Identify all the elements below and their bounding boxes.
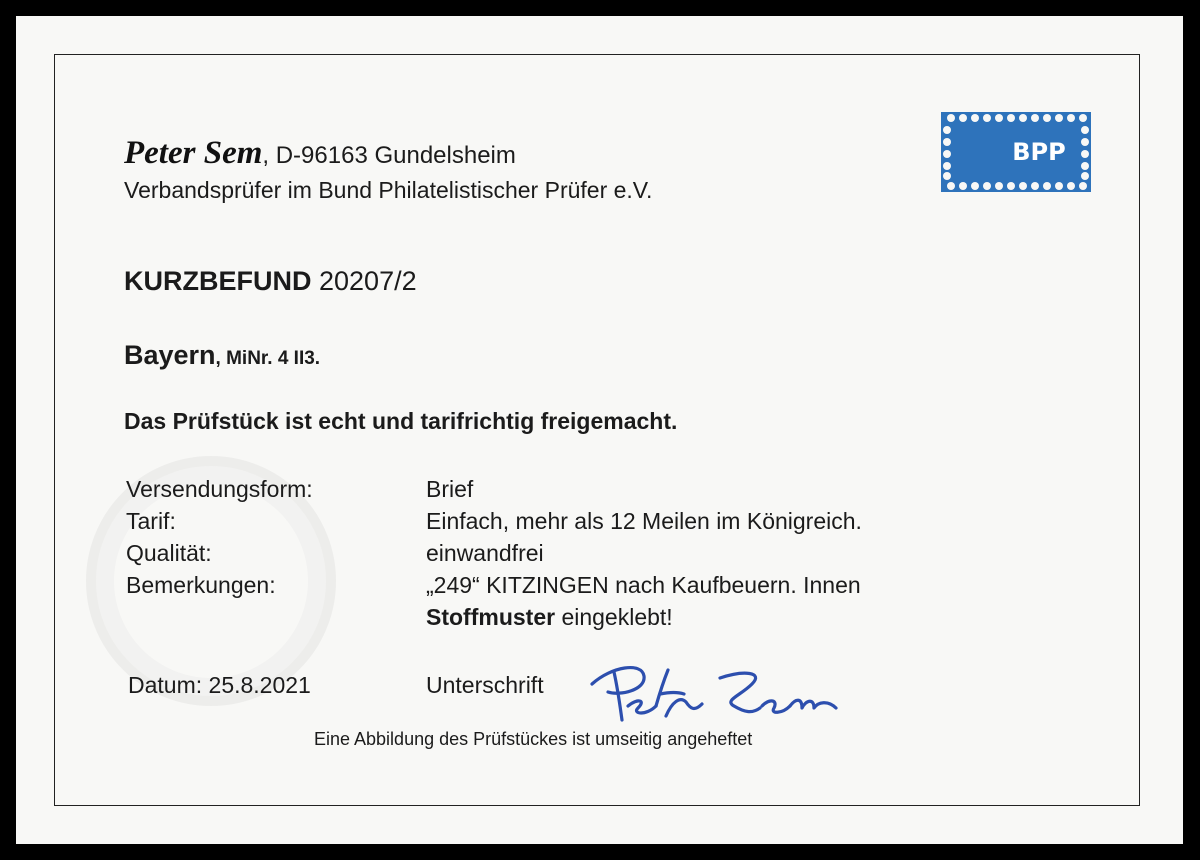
detail-label-quality: Qualität: (126, 540, 212, 566)
report-title-line (124, 268, 417, 295)
date-line: Datum: 25.8.2021 (128, 672, 311, 698)
stamp-catalog: , MiNr. 4 II3. (215, 348, 321, 369)
report-title: KURZBEFUND (124, 266, 312, 296)
handwritten-signature (584, 656, 854, 726)
examiner-name: Peter Sem (124, 135, 263, 171)
attachment-note: Eine Abbildung des Prüfstückes ist umseitig angeheftet (314, 729, 753, 749)
examiner-line (124, 137, 516, 170)
examiner-subtitle: Verbandsprüfer im Bund Philatelistischer Prüfer e.V. (124, 177, 653, 203)
detail-value-shipping: Brief (426, 476, 474, 502)
detail-value-tariff: Einfach, mehr als 12 Meilen im Königreich. (426, 508, 862, 534)
detail-value-quality: einwandfrei (426, 540, 544, 566)
report-number: 20207/2 (319, 266, 417, 296)
bpp-logo-text: BPP (1012, 138, 1066, 166)
certificate-paper (16, 16, 1183, 844)
bpp-logo-icon (941, 112, 1091, 192)
detail-label-shipping: Versendungsform: (126, 476, 313, 502)
remark-rest: eingeklebt! (555, 604, 673, 630)
remark-bold: Stoffmuster (426, 604, 556, 630)
detail-label-remarks: Bemerkungen: (126, 572, 276, 598)
signature-label: Unterschrift (426, 672, 544, 698)
detail-value-remarks-cont (426, 606, 673, 629)
examiner-address: , D-96163 Gundelsheim (262, 142, 516, 169)
stamp-line (124, 342, 320, 369)
detail-label-tariff: Tarif: (126, 508, 176, 534)
stamp-region: Bayern (124, 340, 216, 370)
detail-value-remarks: „249“ KITZINGEN nach Kaufbeuern. Innen (426, 572, 861, 598)
authenticity-statement: Das Prüfstück ist echt und tarifrichtig freigemacht. (124, 408, 678, 434)
